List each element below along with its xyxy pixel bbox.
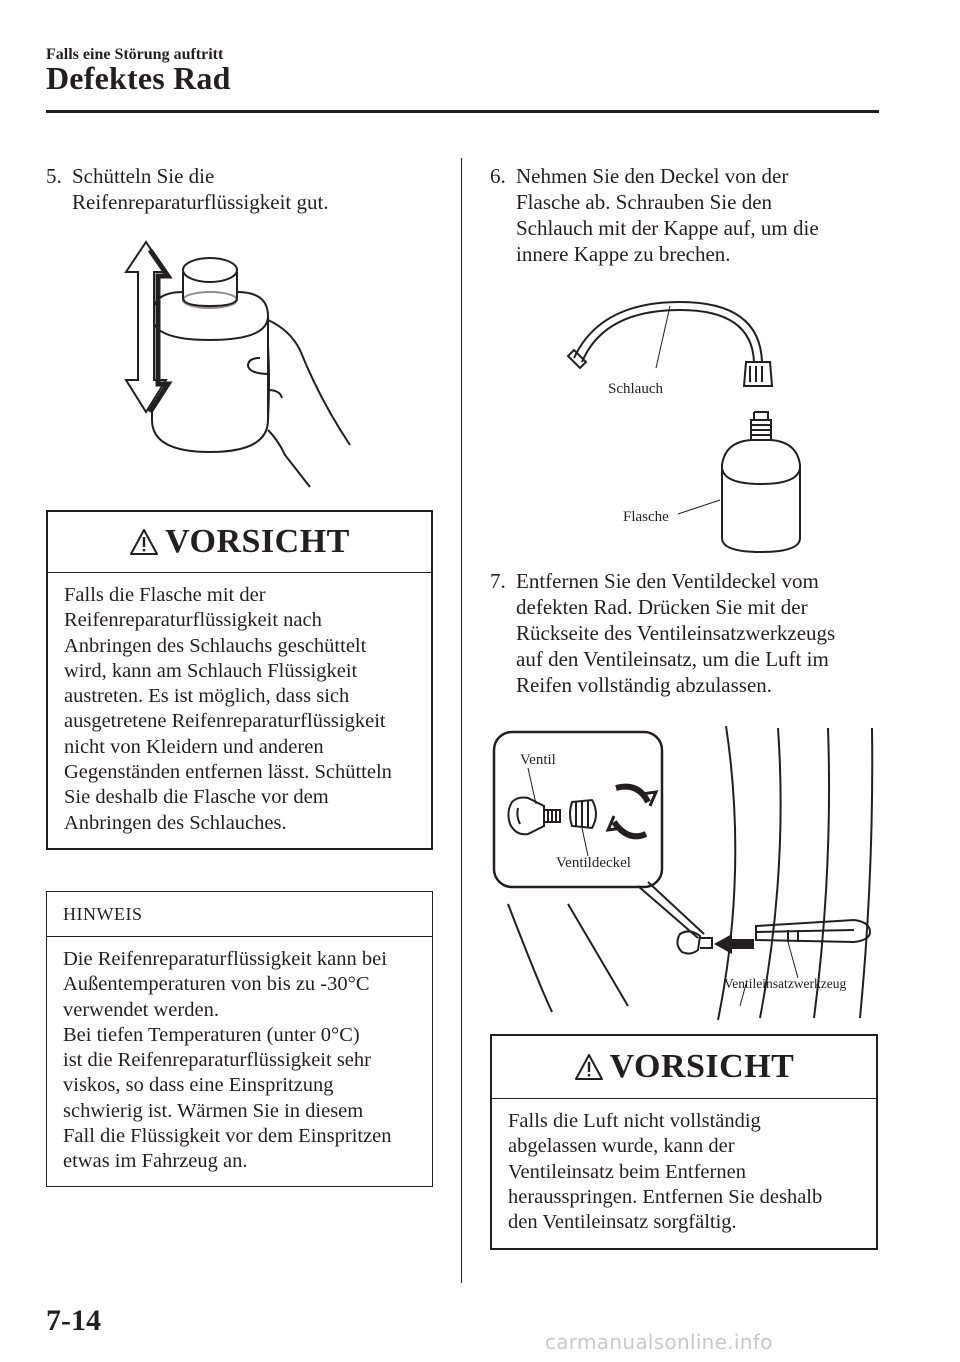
step-line: Entfernen Sie den Ventildeckel vom xyxy=(516,569,819,593)
note-line: viskos, so dass eine Einspritzung xyxy=(63,1074,334,1097)
step-number: 6. xyxy=(490,164,506,188)
caution-header xyxy=(492,1036,876,1099)
step-line: Nehmen Sie den Deckel von der xyxy=(516,164,789,188)
caution-line: Falls die Luft nicht vollständig xyxy=(508,1110,761,1132)
note-line: schwierig ist. Wärmen Sie in diesem xyxy=(63,1099,364,1122)
column-divider xyxy=(461,158,462,1283)
bottle-label: Flasche xyxy=(623,509,669,525)
caution-line: herausspringen. Entfernen Sie deshalb xyxy=(508,1185,823,1208)
step-line: Flasche ab. Schrauben Sie den xyxy=(516,190,773,214)
section-title: Falls eine Störung auftritt xyxy=(46,46,224,63)
step-number: 5. xyxy=(46,164,62,188)
note-title: HINWEIS xyxy=(63,903,143,924)
caution-line: Reifenreparaturflüssigkeit nach xyxy=(64,609,322,632)
caution-line: nicht von Kleidern und anderen xyxy=(64,735,324,758)
step-5 xyxy=(46,163,446,219)
step-text xyxy=(516,568,835,698)
caution-box xyxy=(46,510,433,850)
page-number: 7-14 xyxy=(46,1304,101,1337)
note-line: Fall die Flüssigkeit vor dem Einspritzen xyxy=(63,1125,392,1148)
caution-line: Sie deshalb die Flasche vor dem xyxy=(64,786,329,809)
up-down-arrow-icon xyxy=(126,242,168,412)
caution-box xyxy=(490,1034,878,1250)
caution-line: ausgetretene Reifenreparaturflüssigkeit xyxy=(64,710,386,733)
caution-title: VORSICHT xyxy=(165,523,350,560)
caution-header xyxy=(48,512,431,573)
caution-line: Gegenständen entfernen lässt. Schütteln xyxy=(64,761,392,784)
step-number: 7. xyxy=(490,569,506,593)
step-line: innere Kappe zu brechen. xyxy=(516,242,731,266)
step-line: Rückseite des Ventileinsatzwerkzeugs xyxy=(516,621,836,645)
step-line: Schlauch mit der Kappe auf, um die xyxy=(516,216,819,240)
step-text xyxy=(72,163,329,215)
caution-title: VORSICHT xyxy=(609,1048,795,1085)
caution-text xyxy=(492,1099,876,1235)
note-line: Die Reifenreparaturflüssigkeit kann bei xyxy=(63,948,387,970)
caution-line: Ventileinsatz beim Entfernen xyxy=(508,1160,746,1183)
caution-line: Anbringen des Schlauchs geschüttelt xyxy=(64,634,367,657)
tool-label: Ventileinsatzwerkzeug xyxy=(724,976,847,991)
hose-bottle-illustration xyxy=(560,290,810,560)
note-box xyxy=(46,891,433,1187)
note-line: ist die Reifenreparaturflüssigkeit sehr xyxy=(63,1049,371,1072)
note-line: Bei tiefen Temperaturen (unter 0°C) xyxy=(63,1023,360,1046)
step-line: auf den Ventileinsatz, um die Luft im xyxy=(516,647,829,671)
step-7 xyxy=(490,568,890,700)
caution-line: Falls die Flasche mit der xyxy=(64,584,266,606)
bottle-shake-illustration xyxy=(120,240,360,495)
note-text xyxy=(47,937,432,1175)
page-title: Defektes Rad xyxy=(46,60,231,96)
caution-line: den Ventileinsatz sorgfältig. xyxy=(508,1211,737,1234)
press-arrow-icon xyxy=(714,934,754,954)
caution-line: austreten. Es ist möglich, dass sich xyxy=(64,685,350,708)
warning-triangle-icon xyxy=(574,1053,604,1081)
title-divider xyxy=(46,110,879,113)
caution-line: abgelassen wurde, kann der xyxy=(508,1135,735,1158)
step-line: Reifenreparaturflüssigkeit gut. xyxy=(72,190,329,214)
note-line: Außentemperaturen von bis zu -30°C xyxy=(63,973,370,996)
hose-label: Schlauch xyxy=(608,381,663,397)
caution-line: wird, kann am Schlauch Flüssigkeit xyxy=(64,659,358,682)
warning-triangle-icon xyxy=(129,528,159,556)
caution-line: Anbringen des Schlauches. xyxy=(64,811,287,834)
note-line: verwendet werden. xyxy=(63,998,219,1021)
note-line: etwas im Fahrzeug an. xyxy=(63,1150,248,1173)
step-text xyxy=(516,163,819,267)
watermark: carmanualsonline.info xyxy=(545,1330,773,1354)
step-line: defekten Rad. Drücken Sie mit der xyxy=(516,595,808,619)
valve-label: Ventil xyxy=(520,752,556,768)
caution-text xyxy=(48,573,431,836)
step-line: Schütteln Sie die xyxy=(72,164,215,188)
step-line: Reifen vollständig abzulassen. xyxy=(516,673,773,697)
step-6 xyxy=(490,163,890,269)
note-header xyxy=(47,892,432,937)
valve-cap-label: Ventildeckel xyxy=(556,855,631,871)
